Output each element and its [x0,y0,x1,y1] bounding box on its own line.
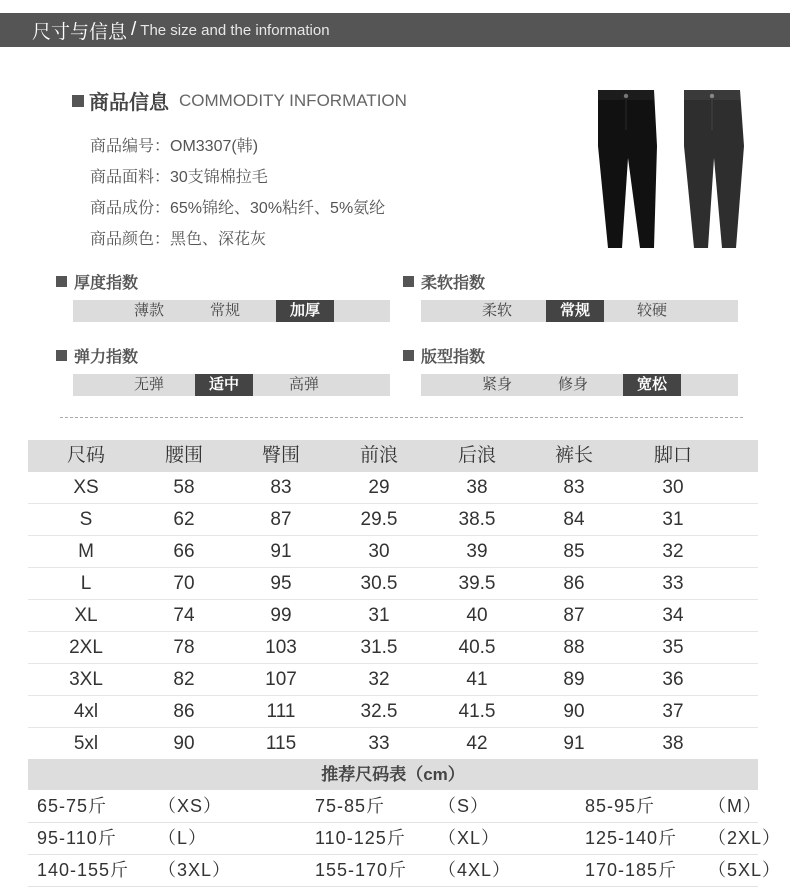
cell-size: 5xl [73,733,99,754]
cell-waist: 86 [173,701,195,722]
cell-hem: 34 [662,605,684,626]
header-size: 尺码 [66,445,105,466]
header-waist: 腰围 [164,445,203,466]
section-header-bar [0,13,790,47]
recommend-size: （5XL） [708,860,782,880]
header-hip: 臀围 [261,445,300,466]
recommend-size: （S） [438,796,490,816]
recommend-size: （M） [708,796,762,816]
cell-hem: 33 [662,573,684,594]
cell-size: XS [73,477,99,498]
cell-hem: 31 [662,509,684,530]
table-row [28,568,758,600]
elasticity-option-high: 高弹 [288,376,319,393]
softness-option-soft: 柔软 [481,302,512,319]
recommend-weight: 170-185斤 [585,860,678,880]
table-row [28,504,758,536]
recommend-weight: 85-95斤 [585,796,656,816]
cell-waist: 58 [173,477,195,498]
thickness-index-title: 厚度指数 [56,270,138,293]
cell-back-rise: 38.5 [458,509,496,530]
recommend-weight: 125-140斤 [585,828,678,848]
square-bullet-icon [56,350,67,361]
fit-index-bar [421,374,738,396]
cell-hem: 32 [662,541,684,562]
fit-option-tight: 紧身 [481,376,512,393]
recommend-row [28,823,782,855]
commodity-fabric: 商品面料：30支锦棉拉毛 [90,169,268,186]
commodity-info-title [72,86,407,115]
cell-hip: 99 [270,605,292,626]
softness-index-bar [421,300,738,322]
elasticity-index-title: 弹力指数 [56,344,138,367]
recommend-size: （2XL） [708,828,782,848]
cell-hip: 87 [270,509,292,530]
softness-index-title: 柔软指数 [403,270,485,293]
header-back-rise: 后浪 [457,445,496,466]
thickness-option-thin: 薄款 [133,302,164,319]
cell-hip: 111 [266,701,296,722]
commodity-color: 商品颜色：黑色、深花灰 [90,231,267,248]
cell-hip: 107 [265,669,297,690]
recommend-size: （4XL） [438,860,512,880]
square-bullet-icon [403,350,414,361]
cell-waist: 70 [173,573,195,594]
cell-front-rise: 32 [368,669,390,690]
recommend-weight: 155-170斤 [315,860,408,880]
softness-option-regular-selected: 常规 [546,300,604,322]
cell-size: L [80,573,92,594]
cell-hem: 38 [662,733,684,754]
cell-waist: 66 [173,541,195,562]
cell-waist: 74 [173,605,195,626]
cell-front-rise: 29 [368,477,390,498]
commodity-title-en: COMMODITY INFORMATION [179,90,407,110]
recommend-size: （XL） [438,828,501,848]
cell-back-rise: 41.5 [458,701,496,722]
cell-hip: 91 [270,541,292,562]
fit-option-slim: 修身 [557,376,588,393]
recommend-size: （L） [158,828,208,848]
cell-hem: 35 [662,637,684,658]
cell-size: XL [74,605,98,626]
elasticity-option-none: 无弹 [133,376,164,393]
fit-option-loose-selected: 宽松 [623,374,681,396]
table-row [28,728,758,760]
cell-hip: 115 [265,733,297,754]
cell-length: 87 [563,605,585,626]
square-bullet-icon [56,276,67,287]
recommend-weight: 75-85斤 [315,796,386,816]
cell-hem: 36 [662,669,684,690]
recommend-row [28,791,762,823]
thickness-index-bar [73,300,390,322]
header-length: 裤长 [554,445,593,466]
size-table-header [28,440,758,472]
cell-back-rise: 39.5 [458,573,496,594]
cell-length: 85 [563,541,585,562]
recommend-weight: 65-75斤 [37,796,108,816]
commodity-composition: 商品成份：65%锦纶、30%粘纤、5%氨纶 [90,200,386,217]
cell-front-rise: 32.5 [360,701,398,722]
elasticity-index-bar [73,374,390,396]
softness-option-hard: 较硬 [636,302,667,319]
cell-hip: 83 [270,477,292,498]
cell-length: 83 [563,477,585,498]
grey-pants [684,90,744,248]
cell-length: 89 [563,669,585,690]
cell-length: 88 [563,637,585,658]
cell-waist: 82 [173,669,195,690]
cell-size: 3XL [69,669,103,690]
recommend-weight: 140-155斤 [37,860,130,880]
cell-front-rise: 30 [368,541,390,562]
cell-waist: 78 [173,637,195,658]
header-hem: 脚口 [653,445,692,466]
cell-size: S [79,509,93,530]
table-row [28,536,758,568]
cell-front-rise: 31 [368,605,390,626]
recommend-weight: 95-110斤 [37,828,117,848]
header-front-rise: 前浪 [359,445,398,466]
square-bullet-icon [403,276,414,287]
cell-size: 4xl [73,701,99,722]
size-table [28,440,758,760]
cell-waist: 90 [173,733,195,754]
header-title-cn: 尺寸与信息 [32,21,128,43]
table-row [28,632,758,664]
black-pants [598,90,657,248]
cell-front-rise: 30.5 [360,573,398,594]
table-row [28,664,758,696]
cell-back-rise: 40.5 [458,637,496,658]
recommend-size: （XS） [158,796,223,816]
recommend-row [28,855,782,887]
recommend-weight: 110-125斤 [315,828,406,848]
thickness-option-thick-selected: 加厚 [276,300,334,322]
cell-waist: 62 [173,509,195,530]
cell-length: 90 [563,701,585,722]
recommend-size-title: 推荐尺码表（cm） [28,759,758,790]
cell-back-rise: 42 [466,733,488,754]
cell-front-rise: 29.5 [360,509,398,530]
table-row [28,472,758,504]
commodity-code: 商品编号：OM3307(韩) [90,138,259,155]
table-row [28,600,758,632]
cell-hem: 30 [662,477,684,498]
cell-length: 86 [563,573,585,594]
header-title-en: The size and the information [140,21,330,39]
cell-length: 91 [563,733,585,754]
product-pants-image [588,86,753,254]
cell-back-rise: 41 [466,669,488,690]
elasticity-option-medium-selected: 适中 [195,374,253,396]
cell-hip: 103 [265,637,297,658]
cell-size: 2XL [69,637,103,658]
cell-back-rise: 38 [466,477,488,498]
dashed-divider [60,417,743,418]
fit-index-title: 版型指数 [403,344,485,367]
cell-back-rise: 40 [466,605,488,626]
commodity-title-cn: 商品信息 [89,92,169,114]
cell-front-rise: 31.5 [360,637,398,658]
cell-hem: 37 [662,701,684,722]
square-bullet-icon [72,95,84,107]
cell-length: 84 [563,509,585,530]
cell-front-rise: 33 [368,733,390,754]
table-row [28,696,758,728]
cell-size: M [78,541,94,562]
cell-hip: 95 [270,573,292,594]
header-separator: / [131,19,137,40]
thickness-option-regular: 常规 [209,302,240,319]
cell-back-rise: 39 [466,541,488,562]
recommend-size: （3XL） [158,860,232,880]
